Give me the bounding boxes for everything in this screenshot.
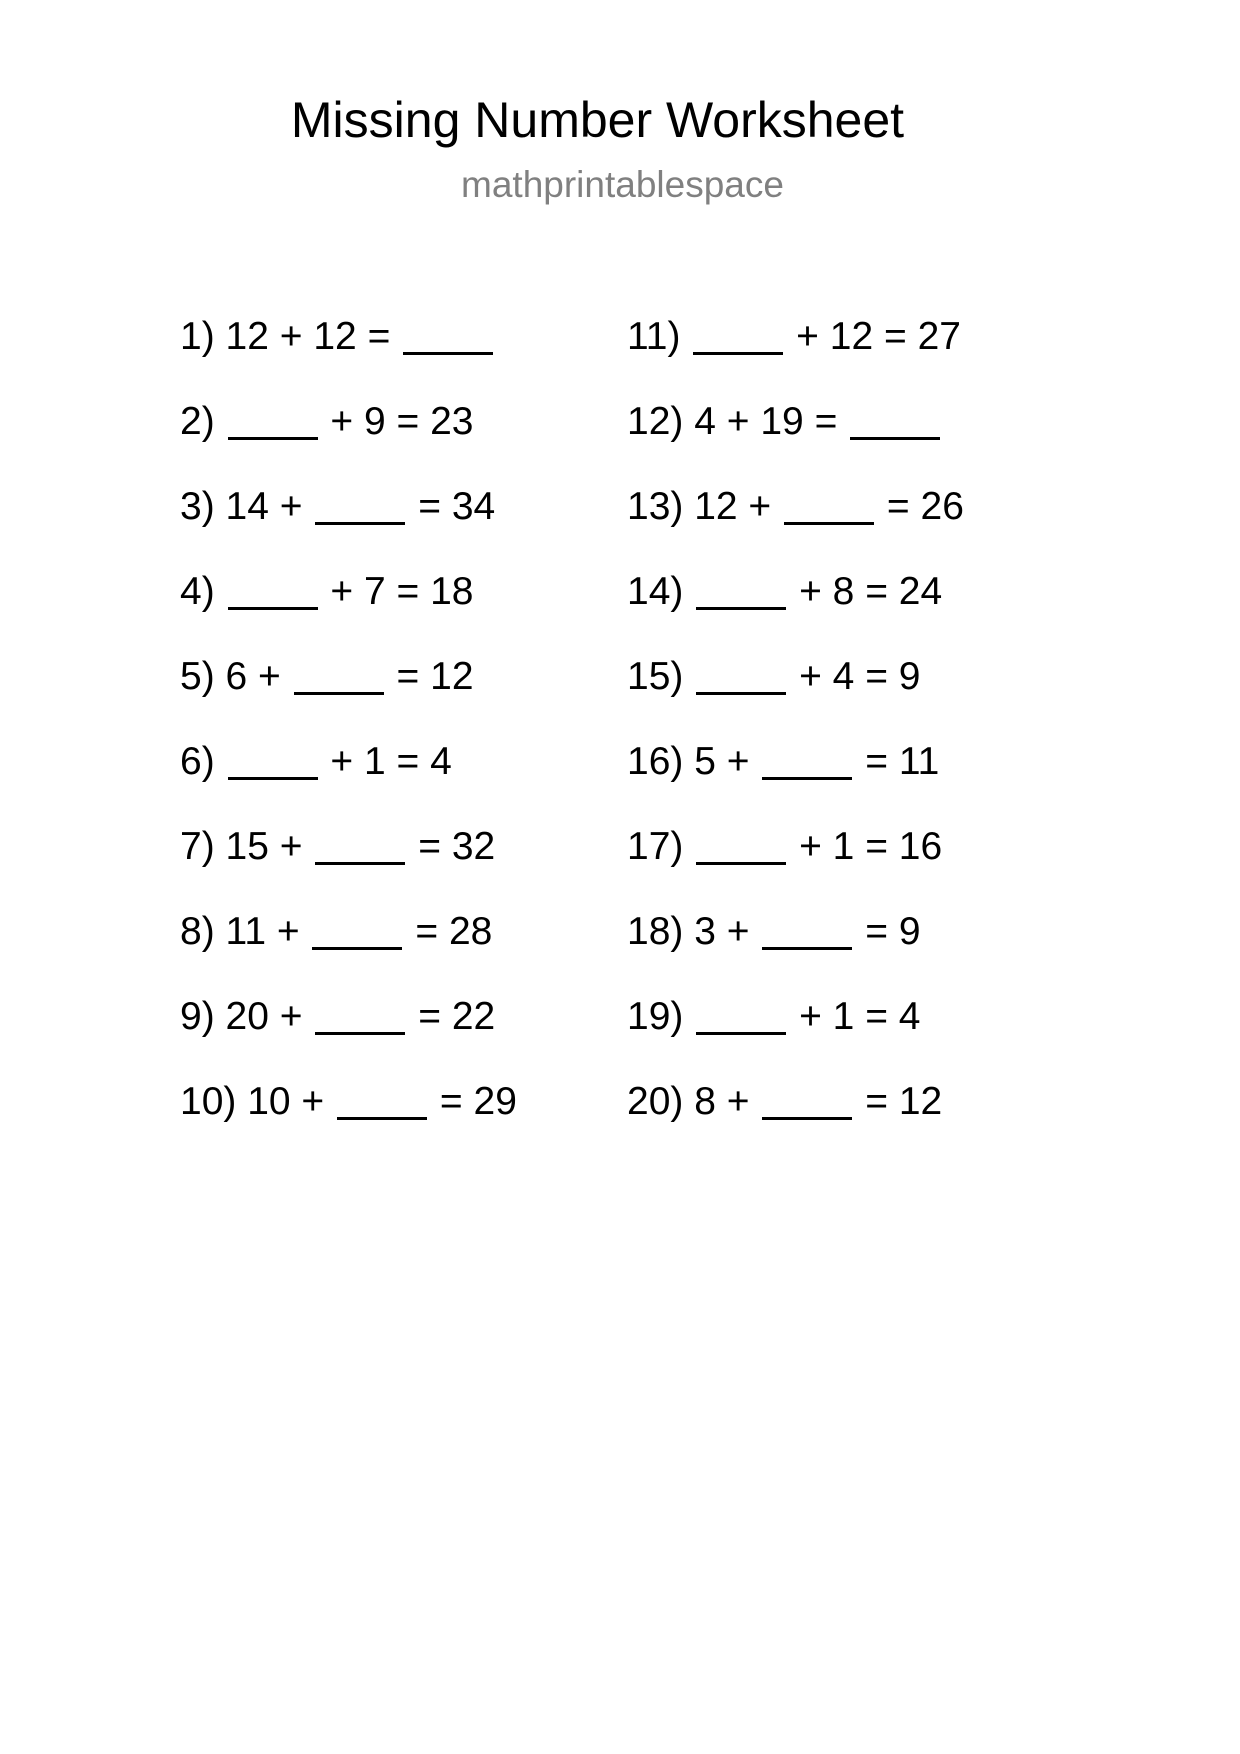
equation-left: 15 +: [225, 825, 303, 868]
equation-right: = 12: [396, 655, 474, 698]
problem-number: 1): [180, 315, 215, 358]
answer-blank[interactable]: [228, 574, 318, 610]
answer-blank[interactable]: [315, 489, 405, 525]
page-subtitle: mathprintablespace: [461, 164, 784, 205]
problem-number: 16): [627, 740, 684, 783]
problem-number: 6): [180, 740, 215, 783]
problem-number: 19): [627, 995, 684, 1038]
problem-item: [180, 312, 517, 397]
problem-number: 18): [627, 910, 684, 953]
answer-blank[interactable]: [312, 914, 402, 950]
answer-blank[interactable]: [228, 744, 318, 780]
problem-number: 4): [180, 570, 215, 613]
answer-blank[interactable]: [850, 404, 940, 440]
problem-column-left: [180, 312, 517, 1162]
answer-blank[interactable]: [696, 659, 786, 695]
equation-left: 10 +: [247, 1080, 325, 1123]
problem-item: [180, 652, 517, 737]
equation-left: 8 +: [694, 1080, 750, 1123]
problem-item: [627, 1077, 964, 1162]
answer-blank[interactable]: [228, 404, 318, 440]
problem-number: 13): [627, 485, 684, 528]
answer-blank[interactable]: [762, 744, 852, 780]
equation-right: + 9 = 23: [330, 400, 474, 443]
equation-right: + 4 = 9: [799, 655, 921, 698]
problem-number: 3): [180, 485, 215, 528]
equation-left: 14 +: [225, 485, 303, 528]
equation-right: = 26: [886, 485, 964, 528]
equation-left: 12 + 12 =: [225, 315, 391, 358]
problem-number: 5): [180, 655, 215, 698]
equation-right: = 32: [418, 825, 496, 868]
answer-blank[interactable]: [784, 489, 874, 525]
answer-blank[interactable]: [762, 914, 852, 950]
problem-item: [627, 567, 964, 652]
problem-item: [627, 907, 964, 992]
problem-item: [180, 397, 517, 482]
answer-blank[interactable]: [693, 319, 783, 355]
problem-item: [627, 992, 964, 1077]
answer-blank[interactable]: [337, 1084, 427, 1120]
problem-number: 12): [627, 400, 684, 443]
problem-item: [627, 482, 964, 567]
problem-number: 10): [180, 1080, 237, 1123]
equation-left: 5 +: [694, 740, 750, 783]
problem-number: 15): [627, 655, 684, 698]
equation-right: + 1 = 16: [799, 825, 943, 868]
problem-item: [627, 312, 964, 397]
equation-right: + 1 = 4: [799, 995, 921, 1038]
problem-number: 14): [627, 570, 684, 613]
equation-right: = 28: [415, 910, 493, 953]
answer-blank[interactable]: [403, 319, 493, 355]
equation-right: = 34: [418, 485, 496, 528]
answer-blank[interactable]: [696, 574, 786, 610]
problem-item: [180, 822, 517, 907]
answer-blank[interactable]: [315, 829, 405, 865]
problem-item: [180, 482, 517, 567]
answer-blank[interactable]: [696, 829, 786, 865]
equation-right: + 1 = 4: [330, 740, 452, 783]
equation-right: + 12 = 27: [796, 315, 961, 358]
equation-right: = 11: [865, 740, 940, 783]
problem-item: [180, 737, 517, 822]
answer-blank[interactable]: [696, 999, 786, 1035]
equation-right: = 29: [439, 1080, 517, 1123]
problem-item: [180, 1077, 517, 1162]
equation-left: 3 +: [694, 910, 750, 953]
problem-item: [627, 652, 964, 737]
problem-number: 7): [180, 825, 215, 868]
equation-left: 11 +: [225, 910, 300, 953]
problem-item: [180, 907, 517, 992]
problem-number: 17): [627, 825, 684, 868]
answer-blank[interactable]: [315, 999, 405, 1035]
equation-right: = 22: [418, 995, 496, 1038]
equation-left: 12 +: [694, 485, 772, 528]
problem-item: [627, 397, 964, 482]
equation-left: 20 +: [225, 995, 303, 1038]
page-title: Missing Number Worksheet: [290, 92, 905, 148]
equation-right: + 7 = 18: [330, 570, 474, 613]
problem-number: 9): [180, 995, 215, 1038]
problem-number: 2): [180, 400, 215, 443]
problem-item: [180, 567, 517, 652]
problem-column-right: [627, 312, 964, 1162]
equation-left: 6 +: [225, 655, 281, 698]
problem-number: 20): [627, 1080, 684, 1123]
equation-left: 4 + 19 =: [694, 400, 838, 443]
equation-right: = 9: [865, 910, 921, 953]
problem-item: [627, 737, 964, 822]
problem-item: [180, 992, 517, 1077]
problem-number: 8): [180, 910, 215, 953]
equation-right: = 12: [865, 1080, 943, 1123]
equation-right: + 8 = 24: [799, 570, 943, 613]
answer-blank[interactable]: [294, 659, 384, 695]
problem-number: 11): [627, 315, 681, 358]
answer-blank[interactable]: [762, 1084, 852, 1120]
problem-item: [627, 822, 964, 907]
